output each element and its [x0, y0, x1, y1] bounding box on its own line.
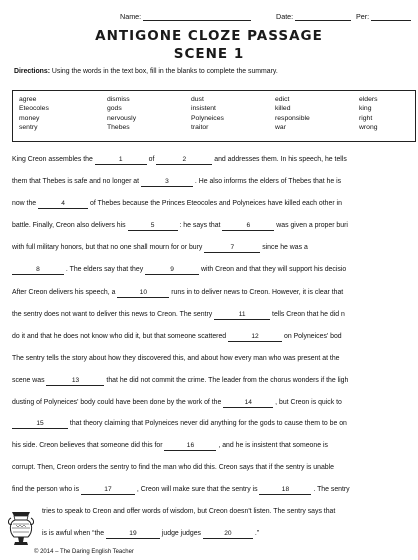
- word-bank-word: responsible: [275, 114, 310, 122]
- passage-text: them that Thebes is safe and no longer at: [12, 178, 140, 185]
- name-line: [143, 12, 251, 21]
- greek-vase-icon: [8, 510, 34, 550]
- passage-line: [12, 333, 418, 342]
- blank-10[interactable]: 10: [117, 289, 169, 298]
- blank-20[interactable]: 20: [203, 530, 253, 539]
- passage-line: [12, 420, 418, 429]
- passage-line: [12, 442, 418, 451]
- passage-text: do it and that he does not know who did it, but that someone scattered: [12, 333, 227, 340]
- passage-text: with full military honors, but that no one shall mourn for or bury: [12, 244, 203, 251]
- word-bank-word: dust: [191, 96, 204, 103]
- word-bank-column: [191, 95, 224, 132]
- passage-text: since he was a: [262, 244, 308, 251]
- word-bank-word: war: [275, 123, 286, 131]
- passage-text: is is awful when “the: [42, 530, 105, 537]
- word-bank-word: traitor: [191, 123, 209, 131]
- passage-line: [12, 222, 418, 231]
- blank-8[interactable]: 8: [12, 266, 64, 275]
- passage-text: tells Creon that he did n: [272, 311, 345, 318]
- passage-text: was given a proper buri: [276, 222, 348, 229]
- passage-text: now the: [12, 200, 37, 207]
- copyright: © 2014 – The Daring English Teacher: [34, 549, 134, 555]
- date-label: Date:: [276, 12, 294, 21]
- word-bank-word: sentry: [19, 123, 38, 131]
- passage-text: of Thebes because the Princes Eteocoles and Polyneices have killed each other in: [89, 200, 342, 207]
- passage-text: After Creon delivers his speech, a: [12, 289, 116, 296]
- word-bank-word: insistent: [191, 105, 216, 113]
- passage-text: , but Creon is quick to: [275, 399, 342, 406]
- passage-text: the sentry does not want to deliver this news to Creon. The sentry: [12, 311, 213, 318]
- blank-11[interactable]: 11: [214, 311, 270, 320]
- name-label: Name:: [120, 12, 142, 21]
- header-row: [118, 12, 418, 24]
- passage-text: runs in to deliver news to Creon. However, it is clear that: [171, 289, 344, 296]
- blank-5[interactable]: 5: [128, 222, 178, 231]
- passage-line: [12, 464, 418, 471]
- passage-line: [12, 266, 418, 275]
- passage-text: , Creon will make sure that the sentry is: [136, 486, 258, 493]
- passage-text: : he says that: [179, 222, 221, 229]
- word-bank-word: wrong: [359, 123, 378, 131]
- title-line-2: SCENE 1: [173, 46, 245, 62]
- word-bank-word: gods: [107, 105, 122, 113]
- blank-6[interactable]: 6: [222, 222, 274, 231]
- word-bank-column: [107, 95, 136, 132]
- word-bank-word: nervously: [107, 114, 137, 122]
- passage-line: [42, 508, 418, 515]
- word-bank-word: killed: [275, 105, 291, 113]
- passage-text: , and he is insistent that someone is: [218, 442, 328, 449]
- blank-2[interactable]: 2: [156, 156, 212, 165]
- passage-text: his side. Creon believes that someone did this for: [12, 442, 163, 449]
- word-bank-word: edict: [275, 96, 290, 103]
- passage-text: . He also informs the elders of Thebes that he is: [194, 178, 342, 185]
- word-bank-word: right: [359, 114, 373, 122]
- word-bank-word: king: [359, 105, 372, 113]
- passage-line: [12, 377, 418, 386]
- title-line-1: ANTIGONE CLOZE PASSAGE: [95, 28, 323, 44]
- passage-line: [12, 486, 418, 495]
- passage-line: [42, 530, 418, 539]
- word-bank-word: dismiss: [107, 96, 130, 103]
- passage-text: that theory claiming that Polyneices never did anything for the gods to cause them to be on: [69, 420, 347, 427]
- passage-text: of: [148, 156, 155, 163]
- directions: [14, 68, 414, 75]
- passage-text: find the person who is: [12, 486, 80, 493]
- passage-text: . The elders say that they: [65, 266, 144, 273]
- passage-line: [12, 399, 418, 408]
- passage-line: [12, 311, 418, 320]
- passage-text: . The sentry: [313, 486, 350, 493]
- blank-1[interactable]: 1: [95, 156, 147, 165]
- blank-9[interactable]: 9: [145, 266, 199, 275]
- passage-text: and addresses them. In his speech, he tells: [214, 156, 347, 163]
- blank-17[interactable]: 17: [81, 486, 135, 495]
- word-bank-word: Polyneices: [191, 114, 224, 122]
- passage-text: judge judges: [161, 530, 201, 537]
- passage-text: The sentry tells the story about how they discovered this, and about how every man who was present at the: [12, 355, 340, 362]
- blank-14[interactable]: 14: [223, 399, 273, 408]
- passage-line: [12, 178, 418, 187]
- directions-text: Using the words in the text box, fill in the blanks to complete the summary.: [50, 68, 278, 75]
- passage-text: tries to speak to Creon and offer words of wisdom, but Creon doesn't listen. The sentry says that: [42, 508, 336, 515]
- per-line: [371, 12, 411, 21]
- blank-3[interactable]: 3: [141, 178, 193, 187]
- word-bank-column: [359, 95, 378, 132]
- passage-text: scene was: [12, 377, 45, 384]
- blank-16[interactable]: 16: [164, 442, 216, 451]
- passage-text: that he did not commit the crime. The leader from the chorus wonders if the ligh: [106, 377, 349, 384]
- passage-line: [12, 200, 418, 209]
- passage-text: battle. Finally, Creon also delivers his: [12, 222, 126, 229]
- passage-text: on Polyneices' bod: [283, 333, 342, 340]
- word-bank-column: [19, 95, 49, 132]
- word-bank-column: [275, 95, 310, 132]
- passage-line: [12, 244, 418, 253]
- passage-text: with Creon and that they will support his decisio: [201, 266, 347, 273]
- date-line: [295, 12, 351, 21]
- word-bank-word: agree: [19, 96, 37, 103]
- blank-18[interactable]: 18: [259, 486, 311, 495]
- word-bank-word: Thebes: [107, 123, 130, 131]
- passage-text: .”: [254, 530, 260, 537]
- passage-line: [12, 355, 418, 362]
- blank-4[interactable]: 4: [38, 200, 88, 209]
- word-bank-word: elders: [359, 96, 378, 103]
- date-field: [276, 12, 351, 21]
- passage-line: [12, 289, 418, 298]
- blank-19[interactable]: 19: [106, 530, 160, 539]
- directions-label: Directions:: [14, 68, 50, 75]
- per-label: Per:: [356, 12, 370, 21]
- passage-text: corrupt. Then, Creon orders the sentry to find the man who did this. Creon says that if the sentry is unable: [12, 464, 334, 471]
- passage-line: [12, 156, 418, 165]
- per-field: [356, 12, 411, 21]
- passage-text: King Creon assembles the: [12, 156, 93, 163]
- passage-text: dusting of Polyneices' body could have been done by the work of the: [12, 399, 222, 406]
- blank-13[interactable]: 13: [46, 377, 104, 386]
- word-bank-word: money: [19, 114, 40, 122]
- blank-12[interactable]: 12: [228, 333, 282, 342]
- blank-7[interactable]: 7: [204, 244, 260, 253]
- word-bank-word: Eteocoles: [19, 105, 49, 113]
- blank-15[interactable]: 15: [12, 420, 68, 429]
- word-bank: [12, 90, 416, 142]
- name-field: [120, 12, 251, 21]
